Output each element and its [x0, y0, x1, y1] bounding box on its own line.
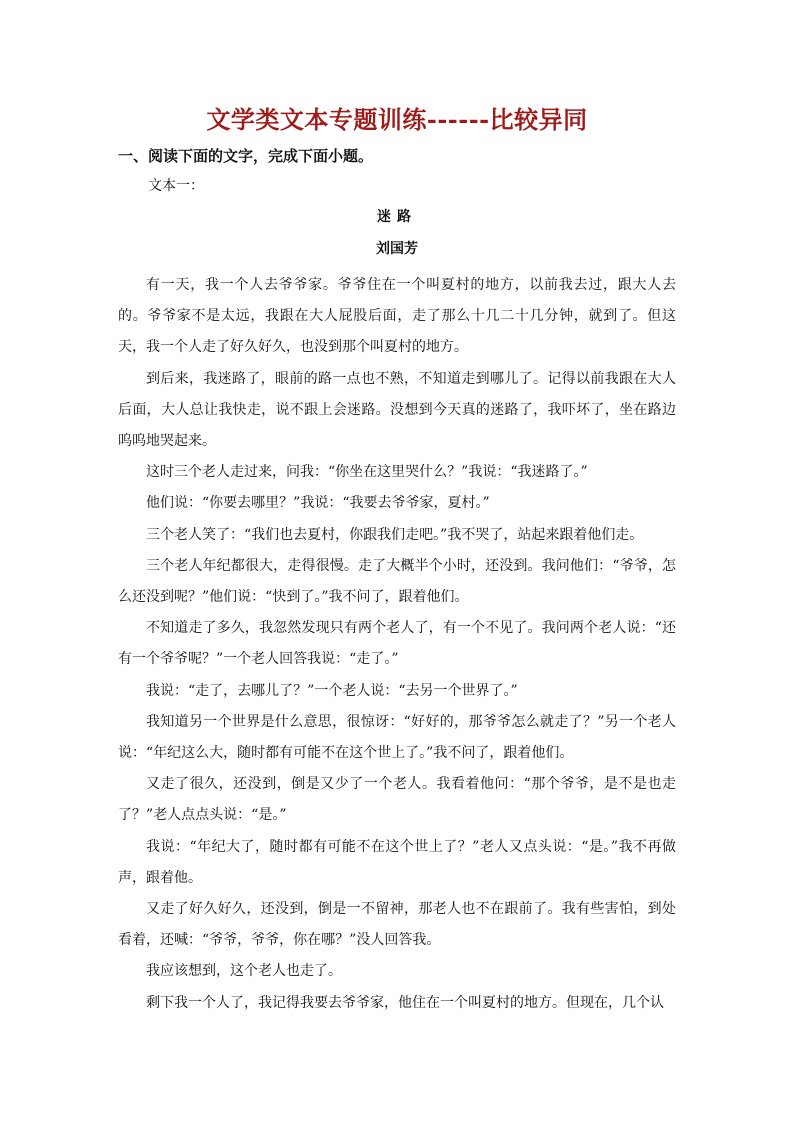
question-prompt: 一、阅读下面的文字，完成下面小题。 — [118, 147, 374, 165]
text-label: 文本一： — [148, 178, 204, 194]
essay-paragraph: 我说：“年纪大了，随时都有可能不在这个世上了？”老人又点头说：“是。”我不再做声，跟着他。 — [118, 838, 676, 886]
essay-body — [118, 270, 676, 1019]
essay-paragraph: 到后来，我迷路了，眼前的路一点也不熟，不知道走到哪儿了。记得以前我跟在大人后面，大人总让我快走，说不跟上会迷路。没想到今天真的迷路了，我吓坏了，坐在路边呜呜地哭起来。 — [118, 370, 676, 450]
essay-paragraph: 我应该想到，这个老人也走了。 — [146, 963, 342, 980]
essay-paragraph: 又走了好久好久，还没到，倒是一不留神，那老人也不在跟前了。我有些害怕，到处看着，还喊：“爷爷，爷爷，你在哪？”没人回答我。 — [118, 901, 676, 949]
essay-paragraph: 不知道走了多久，我忽然发现只有两个老人了，有一个不见了。我问两个老人说：“还有一个爷爷呢？”一个老人回答我说：“走了。” — [118, 620, 676, 668]
essay-paragraph: 他们说：“你要去哪里？”我说：“我要去爷爷家，夏村。” — [146, 495, 490, 512]
essay-paragraph: 我说：“走了，去哪儿了？”一个老人说：“去另一个世界了。” — [146, 682, 518, 699]
essay-paragraph: 又走了很久，还没到，倒是又少了一个老人。我看着他问：“那个爷爷，是不是也走了？”老人点点头说：“是。” — [118, 776, 676, 824]
essay-paragraph: 有一天，我一个人去爷爷家。爷爷住在一个叫夏村的地方，以前我去过，跟大人去的。爷爷家不是太远，我跟在大人屁股后面，走了那么十几二十几分钟，就到了。但这天，我一个人走了好久好久，也没到那个叫夏村的地方。 — [118, 277, 676, 356]
essay-title: 迷路 — [377, 209, 417, 225]
essay-paragraph: 我知道另一个世界是什么意思，很惊讶：“好好的，那爷爷怎么就走了？”另一个老人说：“年纪这么大，随时都有可能不在这个世上了。”我不问了，跟着他们。 — [118, 713, 676, 762]
essay-paragraph: 这时三个老人走过来，问我：“你坐在这里哭什么？”我说：“我迷路了。” — [146, 464, 588, 481]
document-title: 文学类文本专题训练------比较异同 — [206, 105, 588, 134]
essay-author: 刘国芳 — [376, 241, 418, 257]
essay-paragraph: 三个老人笑了：“我们也去夏村，你跟我们走吧。”我不哭了，站起来跟着他们走。 — [146, 526, 644, 543]
essay-paragraph: 三个老人年纪都很大，走得很慢。走了大概半个小时，还没到。我问他们：“爷爷，怎么还没到呢？”他们说：“快到了。”我不问了，跟着他们。 — [118, 557, 676, 606]
essay-paragraph: 剩下我一个人了，我记得我要去爷爷家，他住在一个叫夏村的地方。但现在，几个认 — [146, 994, 664, 1011]
